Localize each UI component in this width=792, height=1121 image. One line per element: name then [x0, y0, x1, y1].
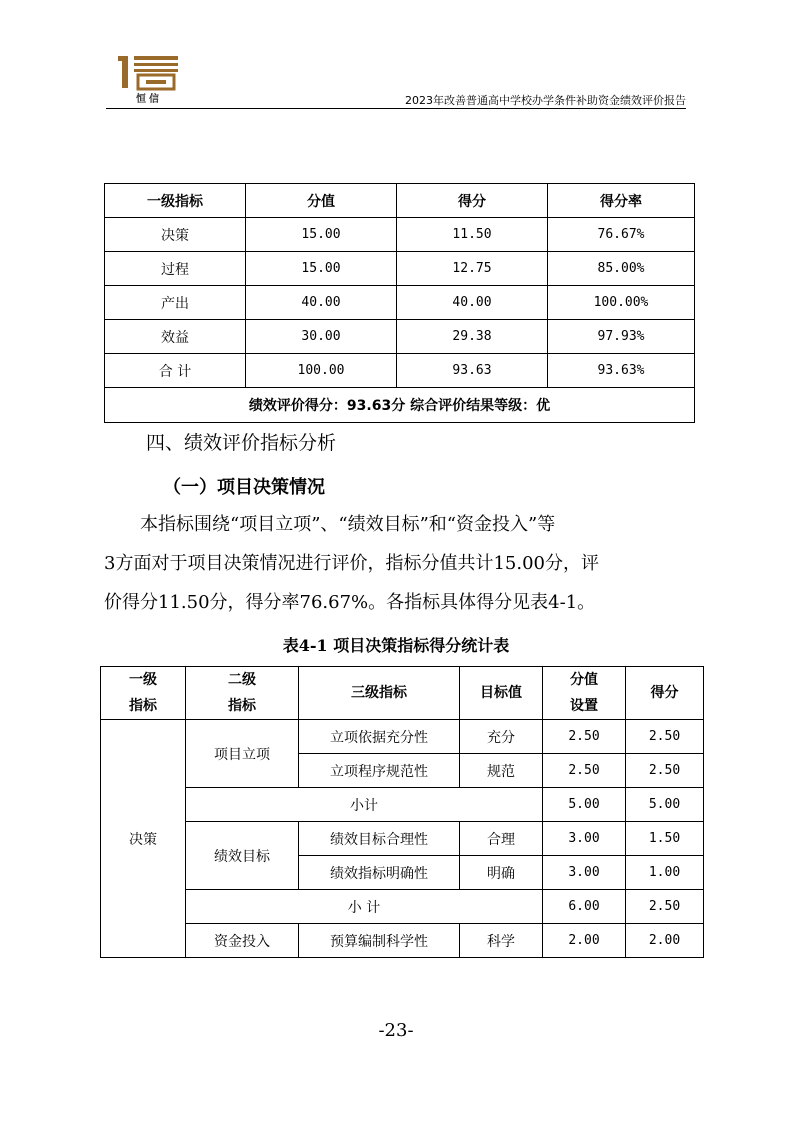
paragraph-line: 3方面对于项目决策情况进行评价，指标分值共计15.00分，评 [104, 553, 599, 574]
table-row [105, 320, 695, 354]
section-heading: 四、绩效评价指标分析 [146, 432, 337, 454]
column-header [101, 667, 186, 720]
target-cell: 明确 [460, 856, 543, 890]
level3-cell: 预算编制科学性 [299, 924, 460, 958]
score-cell: 1.00 [626, 856, 704, 890]
subtotal-label: 小计 [186, 788, 543, 822]
level3-cell: 绩效目标合理性 [299, 822, 460, 856]
table-cell: 93.63 [397, 354, 548, 388]
evaluation-summary: 绩效评价得分：93.63分 综合评价结果等级：优 [105, 388, 695, 423]
score-cell: 2.50 [626, 890, 704, 924]
decision-indicator-table [100, 666, 704, 958]
header-line: 二级 [228, 672, 256, 688]
score-set-cell: 3.00 [543, 856, 626, 890]
column-header: 分值 [246, 184, 397, 218]
score-cell: 1.50 [626, 822, 704, 856]
table-cell: 产出 [105, 286, 246, 320]
level3-cell: 立项依据充分性 [299, 720, 460, 754]
report-header-title: 2023年改善普通高中学校办学条件补助资金绩效评价报告 [405, 94, 686, 107]
column-header [186, 667, 299, 720]
table-header-row [105, 184, 695, 218]
header-line: 一级 [129, 672, 157, 688]
table-cell: 合 计 [105, 354, 246, 388]
table-cell: 85.00% [548, 252, 695, 286]
table-row [105, 354, 695, 388]
table-header-row [101, 667, 704, 720]
table-caption: 表4-1 项目决策指标得分统计表 [282, 636, 510, 655]
table-cell: 15.00 [246, 252, 397, 286]
paragraph-line: 价得分11.50分，得分率76.67%。各指标具体得分见表4-1。 [104, 592, 596, 613]
level2-cell: 资金投入 [186, 924, 299, 958]
header-line: 设置 [570, 698, 598, 714]
column-header: 三级指标 [299, 667, 460, 720]
table-cell: 效益 [105, 320, 246, 354]
table-row [105, 286, 695, 320]
subsection-heading: （一）项目决策情况 [163, 477, 325, 498]
score-set-cell: 6.00 [543, 890, 626, 924]
table-row [105, 252, 695, 286]
paragraph-line: 本指标围绕“项目立项”、“绩效目标”和“资金投入”等 [140, 514, 556, 535]
table-cell: 76.67% [548, 218, 695, 252]
table-cell: 93.63% [548, 354, 695, 388]
score-cell: 5.00 [626, 788, 704, 822]
table-cell: 40.00 [246, 286, 397, 320]
target-cell: 科学 [460, 924, 543, 958]
target-cell: 充分 [460, 720, 543, 754]
table-cell: 100.00 [246, 354, 397, 388]
header-divider [106, 108, 686, 109]
header-line: 分值 [570, 672, 598, 688]
score-cell: 2.50 [626, 720, 704, 754]
header-line: 指标 [228, 698, 256, 714]
table-row [105, 218, 695, 252]
table-row [101, 924, 704, 958]
column-header: 一级指标 [105, 184, 246, 218]
table-row [101, 720, 704, 754]
column-header: 得分率 [548, 184, 695, 218]
body-paragraph [104, 505, 694, 622]
table-cell: 40.00 [397, 286, 548, 320]
subtotal-row [101, 890, 704, 924]
score-set-cell: 2.50 [543, 720, 626, 754]
table-cell: 11.50 [397, 218, 548, 252]
logo-caption: 恒信 [136, 94, 162, 105]
column-header: 目标值 [460, 667, 543, 720]
header-line: 指标 [129, 698, 157, 714]
subtotal-label: 小 计 [186, 890, 543, 924]
table-cell: 29.38 [397, 320, 548, 354]
level2-cell: 项目立项 [186, 720, 299, 788]
score-set-cell: 5.00 [543, 788, 626, 822]
subtotal-row [101, 788, 704, 822]
level2-cell: 绩效目标 [186, 822, 299, 890]
column-header: 得分 [397, 184, 548, 218]
score-summary-table [104, 183, 695, 423]
target-cell: 合理 [460, 822, 543, 856]
column-header [543, 667, 626, 720]
table-cell: 30.00 [246, 320, 397, 354]
page-number: -23- [378, 1020, 414, 1041]
table-cell: 决策 [105, 218, 246, 252]
summary-row [105, 388, 695, 423]
column-header: 得分 [626, 667, 704, 720]
score-cell: 2.00 [626, 924, 704, 958]
level3-cell: 绩效指标明确性 [299, 856, 460, 890]
score-cell: 2.50 [626, 754, 704, 788]
score-set-cell: 3.00 [543, 822, 626, 856]
table-cell: 97.93% [548, 320, 695, 354]
table-cell: 100.00% [548, 286, 695, 320]
score-set-cell: 2.00 [543, 924, 626, 958]
target-cell: 规范 [460, 754, 543, 788]
table-cell: 15.00 [246, 218, 397, 252]
table-row [101, 822, 704, 856]
level1-cell: 决策 [101, 720, 186, 958]
table-cell: 12.75 [397, 252, 548, 286]
score-set-cell: 2.50 [543, 754, 626, 788]
level3-cell: 立项程序规范性 [299, 754, 460, 788]
table-cell: 过程 [105, 252, 246, 286]
